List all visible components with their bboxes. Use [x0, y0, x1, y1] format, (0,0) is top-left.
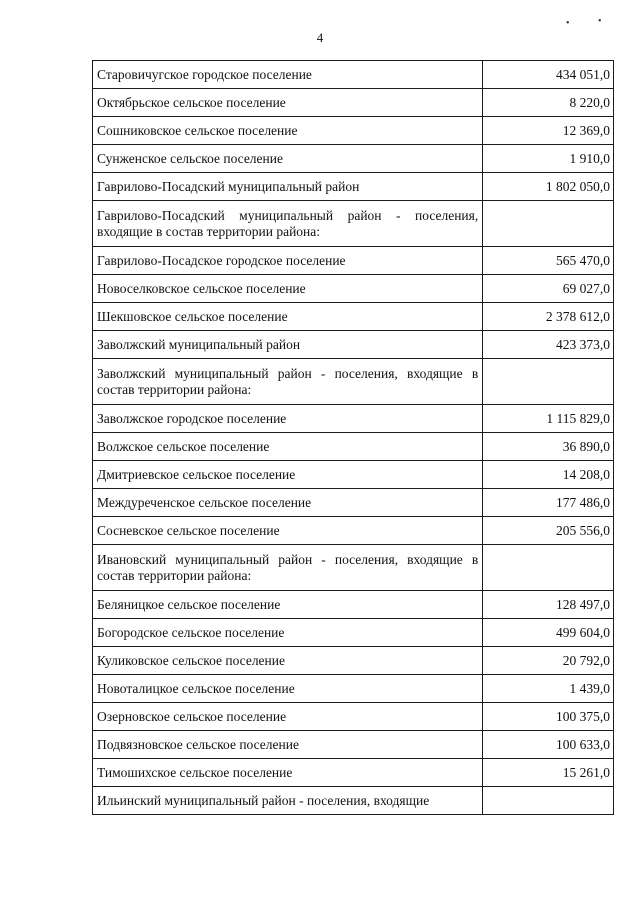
- table-row: [93, 275, 614, 303]
- settlement-name-cell: Куликовское сельское поселение: [93, 647, 483, 675]
- amount-cell: [483, 545, 614, 591]
- amount-cell: 177 486,0: [483, 489, 614, 517]
- amount-cell: [483, 359, 614, 405]
- table-row: [93, 619, 614, 647]
- table-row: [93, 703, 614, 731]
- table-row: [93, 173, 614, 201]
- amount-cell: 565 470,0: [483, 247, 614, 275]
- table-row: [93, 405, 614, 433]
- settlement-name-cell: Октябрьское сельское поселение: [93, 89, 483, 117]
- table-row: [93, 331, 614, 359]
- table-row: [93, 201, 614, 247]
- table-row: [93, 117, 614, 145]
- table-body: [93, 61, 614, 815]
- table-row: [93, 759, 614, 787]
- table-row: [93, 303, 614, 331]
- table-row: [93, 545, 614, 591]
- settlement-name-cell: Заволжский муниципальный район - поселения, входящие в состав территории района:: [93, 359, 483, 405]
- amount-cell: 100 633,0: [483, 731, 614, 759]
- settlement-name-cell: Гаврилово-Посадское городское поселение: [93, 247, 483, 275]
- amount-cell: 1 910,0: [483, 145, 614, 173]
- table-row: [93, 433, 614, 461]
- table-row: [93, 61, 614, 89]
- settlement-name-cell: Новоселковское сельское поселение: [93, 275, 483, 303]
- amount-cell: 14 208,0: [483, 461, 614, 489]
- amount-cell: [483, 787, 614, 815]
- settlement-name-cell: Богородское сельское поселение: [93, 619, 483, 647]
- settlement-name-cell: Сосневское сельское поселение: [93, 517, 483, 545]
- amount-cell: 69 027,0: [483, 275, 614, 303]
- settlement-name-cell: Озерновское сельское поселение: [93, 703, 483, 731]
- amount-cell: 1 802 050,0: [483, 173, 614, 201]
- table-row: [93, 89, 614, 117]
- amount-cell: 128 497,0: [483, 591, 614, 619]
- amount-cell: 2 378 612,0: [483, 303, 614, 331]
- amount-cell: 434 051,0: [483, 61, 614, 89]
- settlement-name-cell: Сунженское сельское поселение: [93, 145, 483, 173]
- table-row: [93, 517, 614, 545]
- settlement-name-cell: Дмитриевское сельское поселение: [93, 461, 483, 489]
- settlement-name-cell: Подвязновское сельское поселение: [93, 731, 483, 759]
- scan-mark: •: [598, 16, 602, 27]
- amount-cell: 499 604,0: [483, 619, 614, 647]
- table-row: [93, 647, 614, 675]
- amount-cell: 20 792,0: [483, 647, 614, 675]
- settlement-name-cell: Ивановский муниципальный район - поселения, входящие в состав территории района:: [93, 545, 483, 591]
- scan-mark: •: [566, 18, 570, 29]
- table-row: [93, 359, 614, 405]
- table-row: [93, 145, 614, 173]
- settlement-name-cell: Шекшовское сельское поселение: [93, 303, 483, 331]
- table-row: [93, 247, 614, 275]
- table-row: [93, 787, 614, 815]
- amount-cell: 15 261,0: [483, 759, 614, 787]
- table-row: [93, 489, 614, 517]
- settlement-name-cell: Заволжский муниципальный район: [93, 331, 483, 359]
- settlement-name-cell: Новоталицкое сельское поселение: [93, 675, 483, 703]
- table-row: [93, 591, 614, 619]
- amount-cell: [483, 201, 614, 247]
- settlement-name-cell: Междуреченское сельское поселение: [93, 489, 483, 517]
- table-row: [93, 461, 614, 489]
- page-number: 4: [316, 30, 324, 45]
- table-row: [93, 675, 614, 703]
- settlement-name-cell: Волжское сельское поселение: [93, 433, 483, 461]
- table-row: [93, 731, 614, 759]
- settlement-name-cell: Тимошихское сельское поселение: [93, 759, 483, 787]
- settlement-name-cell: Гаврилово-Посадский муниципальный район: [93, 173, 483, 201]
- settlement-name-cell: Сошниковское сельское поселение: [93, 117, 483, 145]
- amount-cell: 1 439,0: [483, 675, 614, 703]
- amount-cell: 8 220,0: [483, 89, 614, 117]
- amount-cell: 100 375,0: [483, 703, 614, 731]
- settlement-name-cell: Ильинский муниципальный район - поселения, входящие: [93, 787, 483, 815]
- amount-cell: 1 115 829,0: [483, 405, 614, 433]
- settlements-table: [92, 60, 614, 815]
- settlement-name-cell: Гаврилово-Посадский муниципальный район - поселения, входящие в состав территории района:: [93, 201, 483, 247]
- amount-cell: 205 556,0: [483, 517, 614, 545]
- amount-cell: 423 373,0: [483, 331, 614, 359]
- settlement-name-cell: Старовичугское городское поселение: [93, 61, 483, 89]
- settlement-name-cell: Заволжское городское поселение: [93, 405, 483, 433]
- settlement-name-cell: Беляницкое сельское поселение: [93, 591, 483, 619]
- amount-cell: 12 369,0: [483, 117, 614, 145]
- amount-cell: 36 890,0: [483, 433, 614, 461]
